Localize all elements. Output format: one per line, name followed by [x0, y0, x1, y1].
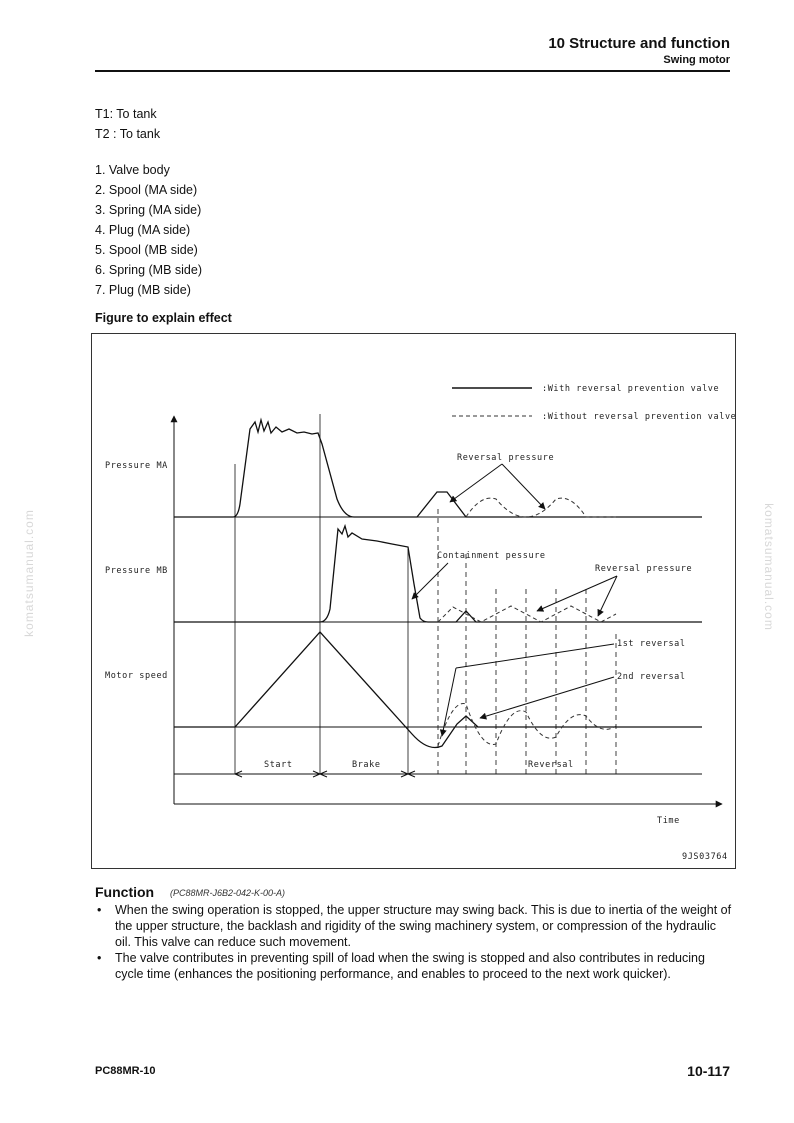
first-reversal-arrow [442, 668, 456, 736]
motor-speed-label: Motor speed [105, 671, 168, 681]
reversal-pressure-mb-arrow-2 [598, 576, 617, 616]
second-reversal-arrow [480, 677, 614, 718]
first-reversal-callout: 1st reversal [617, 639, 686, 649]
part-item: 4. Plug (MA side) [95, 223, 191, 237]
function-bullet: • The valve contributes in preventing spill of load when the swing is stopped and also contributes in reducing cycle time (enhances the positioning performance, and enables to proceed to the next work quicker). [97, 951, 705, 981]
part-item: 6. Spring (MB side) [95, 263, 202, 277]
part-item: 3. Spring (MA side) [95, 203, 202, 217]
footer-model: PC88MR-10 [95, 1065, 156, 1077]
reversal-pressure-mb-arrow [537, 576, 617, 611]
pressure-ma-dashed-curve [466, 498, 616, 517]
reversal-pressure-ma-arrow-2 [502, 464, 545, 509]
function-bullet: • When the swing operation is stopped, the upper structure may swing back. This is due to inertia of the weight of the upper structure, the backlash and rigidity of the swing machinery system, or compression of the hydraulic oil. This valve can reduce such movement. [97, 903, 732, 949]
port-item: T2 : To tank [95, 127, 161, 141]
second-reversal-callout: 2nd reversal [617, 672, 686, 682]
footer-page-number: 10-117 [687, 1063, 730, 1079]
function-code: (PC88MR-J6B2-042-K-00-A) [170, 888, 286, 898]
reversal-pressure-mb-callout: Reversal pressure [595, 564, 693, 574]
reversal-pressure-ma-arrow [450, 464, 502, 502]
phase-reversal-label: Reversal [528, 760, 574, 770]
time-axis-label: Time [657, 816, 680, 826]
containment-pressure-arrow [412, 563, 448, 599]
bullet-icon: • [97, 951, 102, 965]
pressure-ma-label: Pressure MA [105, 461, 168, 471]
containment-pressure-callout: Containment pessure [437, 551, 546, 561]
port-item: T1: To tank [95, 107, 157, 121]
legend-solid-label: :With reversal prevention valve [542, 384, 720, 394]
legend-dashed-label: :Without reversal prevention valve [542, 412, 737, 422]
function-bullets [95, 902, 735, 982]
part-item: 2. Spool (MA side) [95, 183, 198, 197]
phase-brake-label: Brake [352, 760, 381, 770]
figure-code: 9JS03764 [682, 852, 728, 862]
watermark-right: komatsumanual.com [761, 503, 776, 631]
watermark-left: komatsumanual.com [21, 509, 36, 637]
reversal-dashed-guides [438, 509, 616, 774]
bullet-icon: • [97, 903, 102, 917]
pressure-mb-label: Pressure MB [105, 566, 168, 576]
part-item: 5. Spool (MB side) [95, 243, 198, 257]
effect-diagram [91, 333, 736, 869]
parts-list [95, 160, 202, 300]
first-reversal-leader [456, 644, 614, 668]
pressure-ma-solid-curve [174, 420, 702, 517]
motor-speed-dashed-curve [438, 704, 616, 746]
reversal-pressure-ma-callout: Reversal pressure [457, 453, 555, 463]
pressure-mb-dashed-curve [438, 606, 616, 622]
part-item: 7. Plug (MB side) [95, 283, 191, 297]
function-heading: Function [95, 884, 155, 900]
figure-title: Figure to explain effect [95, 311, 232, 325]
section-title: 10 Structure and function [548, 35, 730, 52]
header-divider [95, 70, 730, 72]
port-list [95, 104, 160, 144]
part-item: 1. Valve body [95, 163, 170, 177]
effect-diagram-svg [92, 334, 737, 870]
phase-start-label: Start [264, 760, 293, 770]
section-subtitle: Swing motor [663, 54, 730, 66]
